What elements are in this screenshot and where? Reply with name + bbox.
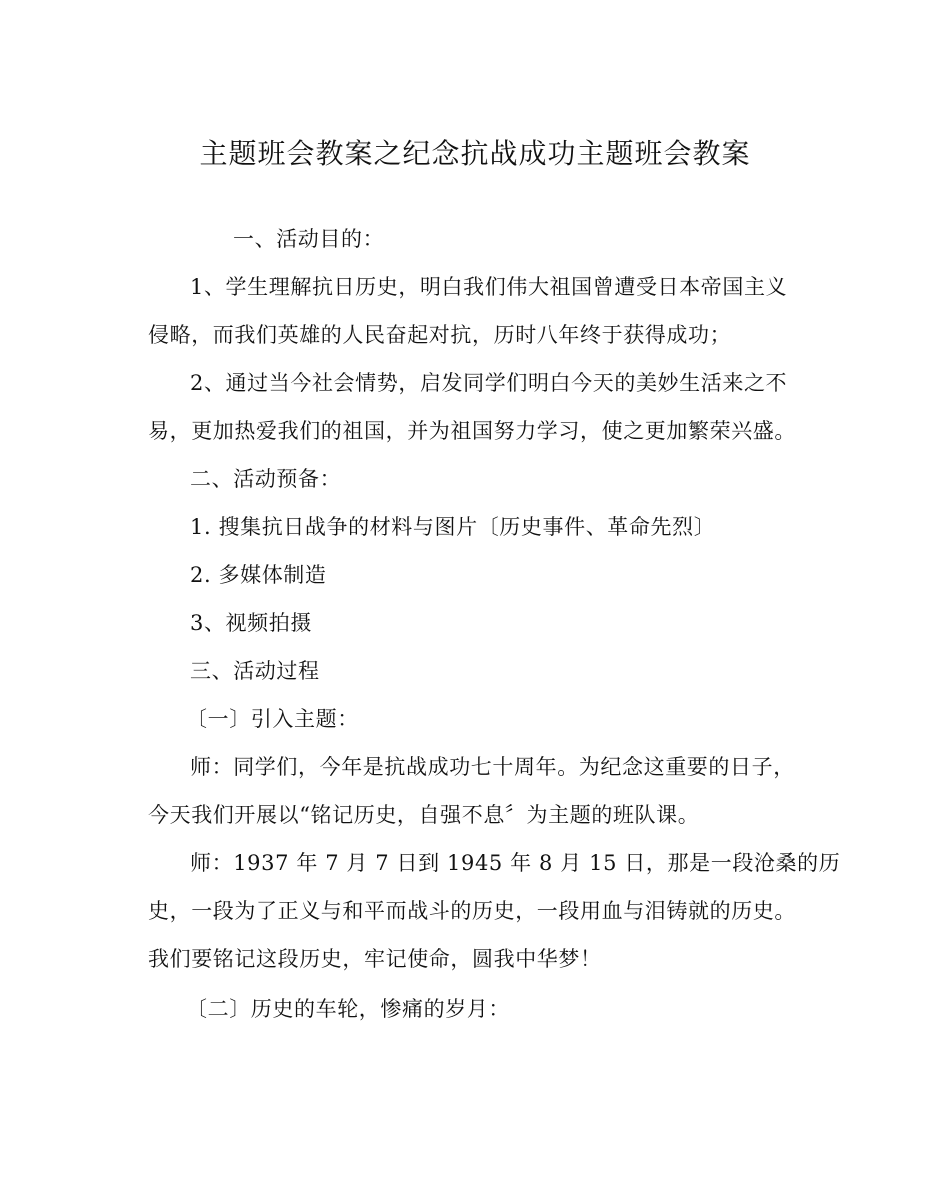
paragraph-line: 史，一段为了正义与和平而战斗的历史，一段用血与泪铸就的历史。 bbox=[148, 899, 796, 923]
list-item: 2. 多媒体制造 bbox=[190, 563, 327, 587]
list-item: 3、视频拍摄 bbox=[190, 611, 312, 635]
paragraph-line: 1、学生理解抗日历史，明白我们伟大祖国曾遭受日本帝国主义 bbox=[190, 275, 788, 299]
paragraph-line: 师：同学们，今年是抗战成功七十周年。为纪念这重要的日子， bbox=[190, 755, 795, 779]
list-item: 1. 搜集抗日战争的材料与图片〔历史事件、革命先烈〕 bbox=[190, 515, 716, 539]
paragraph-line: 2、通过当今社会情势，启发同学们明白今天的美妙生活来之不 bbox=[190, 371, 788, 395]
section-heading-purpose: 一、活动目的： bbox=[233, 227, 385, 251]
paragraph-line: 我们要铭记这段历史，牢记使命，圆我中华梦！ bbox=[148, 947, 602, 971]
paragraph-line: 今天我们开展以“铭记历史，自强不息〞为主题的班队课。 bbox=[148, 803, 700, 827]
subsection-heading: 〔二〕历史的车轮，惨痛的岁月： bbox=[186, 997, 510, 1021]
section-heading-process: 三、活动过程 bbox=[190, 659, 320, 683]
paragraph-line: 师：1937 年 7 月 7 日到 1945 年 8 月 15 日，那是一段沧桑的历 bbox=[190, 851, 841, 875]
document-title: 主题班会教案之纪念抗战成功主题班会教案 bbox=[199, 137, 751, 170]
section-heading-preparation: 二、活动预备： bbox=[190, 467, 342, 491]
paragraph-line: 侵略，而我们英雄的人民奋起对抗，历时八年终于获得成功； bbox=[148, 323, 732, 347]
subsection-heading: 〔一〕引入主题： bbox=[186, 707, 359, 731]
paragraph-line: 易，更加热爱我们的祖国，并为祖国努力学习，使之更加繁荣兴盛。 bbox=[148, 419, 796, 443]
